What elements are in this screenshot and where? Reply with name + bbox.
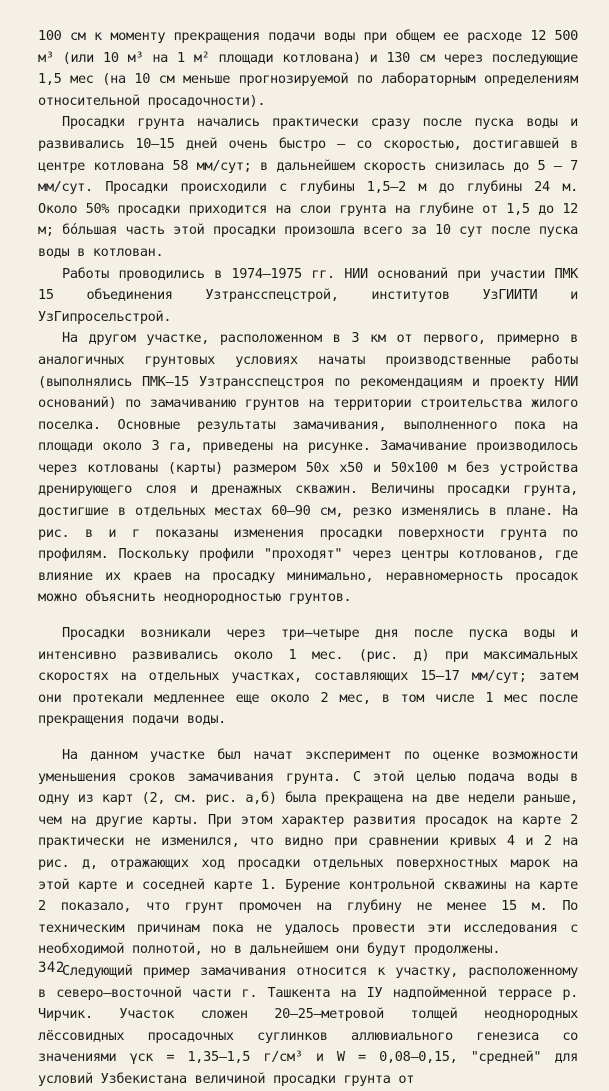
page-edge-mark [601, 868, 609, 938]
paragraph-4: На другом участке, расположенном в 3 км от первого, примерно в аналогичных грунтовых условиях начаты производственные работы (выполнялись ПМК–15 Узтрансспецстроя по рекомендациям и проекту НИИ оснований) по замачиванию грунтов на территории строительства жилого поселка. Основные результаты замачивания, выполненного пока на площади около 3 га, приведены на рисунке. Замачивание производилось через котлованы (карты) размером 50х х50 и 50х100 м без устройства дренирующего слоя и дренажных скважин. Величины просадки грунта, достигшие в отдельных местах 60–90 см, резко изменялись в плане. На рис. в и г показаны изменения просадки поверхности грунта по профилям. Поскольку профили "проходят" через центры котлованов, где влияние их краев на просадку минимально, неравномерность просадок можно объяснить неоднородностью грунтов. [38, 330, 578, 606]
document-body [38, 26, 578, 1091]
page-number: 342 [38, 960, 65, 976]
paragraph-6: На данном участке был начат эксперимент по оценке возможности уменьшения сроков замачивания грунта. С этой целью подача воды в одну из карт (2, см. рис. а,б) была прекращена на две недели раньше, чем на другие карты. При этом характер развития просадок на карте 2 практически не изменился, что видно при сравнении кривых 4 и 2 на рис. д, отражающих ход просадки отдельных поверхностных марок на этой карте и соседней карте 1. Бурение контрольной скважины на карте 2 показало, что грунт промочен на глубину не менее 15 м. По техническим причинам пока не удалось провести эти исследования с необходимой полнотой, но в дальнейшем они будут продолжены. [38, 747, 578, 958]
paragraph-5: Просадки возникали через три–четыре дня после пуска воды и интенсивно развивались около 1 мес. (рис. д) при максимальных скоростях на отдельных участках, составляющих 15–17 мм/сут; затем они протекали медленнее еще около 2 мес, в том числе 1 мес после прекращения подачи воды. [38, 625, 578, 728]
paragraph-2: Просадки грунта начались практически сразу после пуска воды и развивались 10–15 дней очень быстро – со скоростью, достигавшей в центре котлована 58 мм/сут; в дальнейшем скорость снизилась до 5 – 7 мм/сут. Просадки происходили с глубины 1,5–2 м до глубины 24 м. Около 50% просадки приходится на слои грунта на глубине от 1,5 до 12 м; бо́льшая часть этой просадки произошла всего за 10 сут после пуска воды в котлован. [38, 114, 578, 260]
paragraph-7: Следующий пример замачивания относится к участку, расположенному в северо–восточной части г. Ташкента на IУ надпойменной террасе р. Чирчик. Участок сложен 20–25–метровой толщей неоднородных лёссовидных просадочных суглинков аллювиального генезиса со значениями γск = 1,35–1,5 г/см³ и W = 0,08–0,15, "средней" для условий Узбекистана величиной просадки грунта от [38, 962, 578, 1087]
paragraph-3: Работы проводились в 1974–1975 гг. НИИ оснований при участии ПМК 15 объединения Узтрансспецстрой, институтов УзГИИТИ и УзГипросельстрой. [38, 265, 578, 325]
paragraph-1: 100 см к моменту прекращения подачи воды при общем ее расходе 12 500 м³ (или 10 м³ на 1 м² площади котлована) и 130 см через последующие 1,5 мес (на 10 см меньше прогнозируемой по лабораторным определениям относительной просадочности). [38, 28, 578, 109]
